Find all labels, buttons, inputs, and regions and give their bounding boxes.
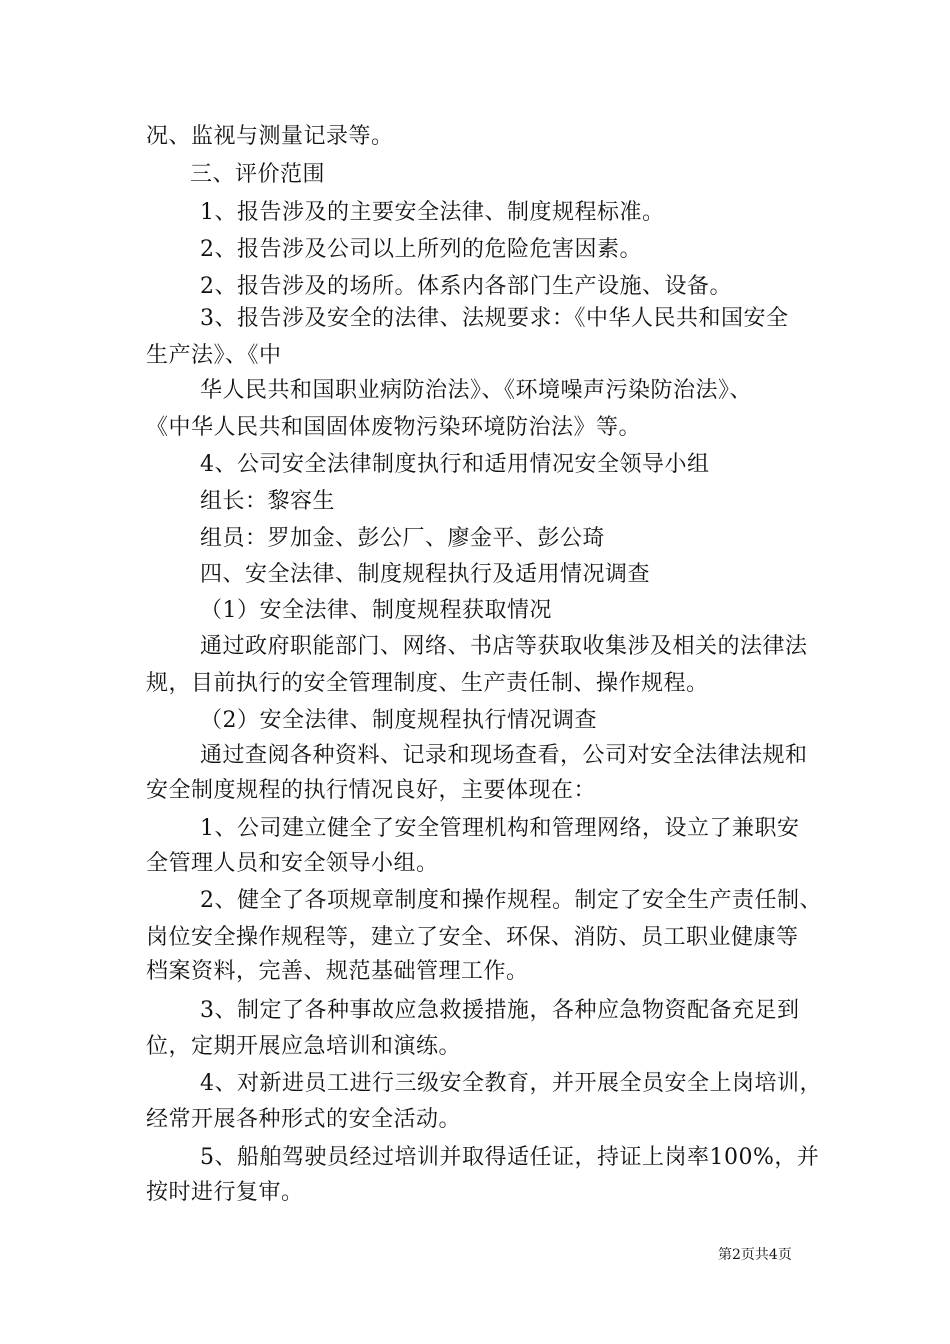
text-line-28: 经常开展各种形式的安全活动。 <box>146 1107 462 1132</box>
section-heading-3: 三、评价范围 <box>190 162 326 187</box>
subsection-heading-1: （1）安全法律、制度规程获取情况 <box>200 598 552 623</box>
text-line-26: 位，定期开展应急培训和演练。 <box>146 1034 462 1059</box>
text-line-27: 4、对新进员工进行三级安全教育，并开展全员安全上岗培训， <box>200 1071 822 1096</box>
text-line-6: 3、报告涉及安全的法律、法规要求：《中华人民共和国安全 <box>200 306 789 331</box>
text-line-18: 通过查阅各种资料、记录和现场查看，公司对安全法律法规和 <box>200 743 808 768</box>
subsection-heading-2: （2）安全法律、制度规程执行情况调查 <box>200 708 597 733</box>
text-line-9: 《中华人民共和国固体废物污染环境防治法》等。 <box>146 415 642 440</box>
text-line-16: 规，目前执行的安全管理制度、生产责任制、操作规程。 <box>146 671 709 696</box>
text-line-10: 4、公司安全法律制度执行和适用情况安全领导小组 <box>200 452 710 477</box>
text-line-3: 1、报告涉及的主要安全法律、制度规程标准。 <box>200 200 665 225</box>
text-line-12: 组员：罗加金、彭公厂、廖金平、彭公琦 <box>200 526 606 551</box>
text-line-7: 生产法》、《中 <box>146 343 282 368</box>
text-line-8: 华人民共和国职业病防治法》、《环境噪声污染防治法》、 <box>200 378 753 403</box>
text-line-5: 2、报告涉及的场所。体系内各部门生产设施、设备。 <box>200 274 732 299</box>
text-line-25: 3、制定了各种事故应急救援措施，各种应急物资配备充足到 <box>200 998 800 1023</box>
text-line-21: 全管理人员和安全领导小组。 <box>146 851 439 876</box>
text-line-15: 通过政府职能部门、网络、书店等获取收集涉及相关的法律法 <box>200 634 808 659</box>
section-heading-4: 四、安全法律、制度规程执行及适用情况调查 <box>200 562 651 587</box>
text-line-11: 组长：黎容生 <box>200 489 336 514</box>
text-line-4: 2、报告涉及公司以上所列的危险危害因素。 <box>200 237 642 262</box>
text-line-30: 按时进行复审。 <box>146 1180 304 1205</box>
text-line-19: 安全制度规程的执行情况良好，主要体现在： <box>146 778 597 803</box>
text-line-22: 2、健全了各项规章制度和操作规程。制定了安全生产责任制、 <box>200 888 822 913</box>
text-line-23: 岗位安全操作规程等，建立了安全、环保、消防、员工职业健康等 <box>146 925 799 950</box>
text-line-1: 况、监视与测量记录等。 <box>146 124 394 149</box>
text-line-24: 档案资料，完善、规范基础管理工作。 <box>146 959 529 984</box>
text-line-20: 1、公司建立健全了安全管理机构和管理网络，设立了兼职安 <box>200 816 800 841</box>
page-number: 第2页共4页 <box>718 1247 792 1263</box>
text-line-29: 5、船舶驾驶员经过培训并取得适任证，持证上岗率100%，并 <box>200 1145 820 1170</box>
